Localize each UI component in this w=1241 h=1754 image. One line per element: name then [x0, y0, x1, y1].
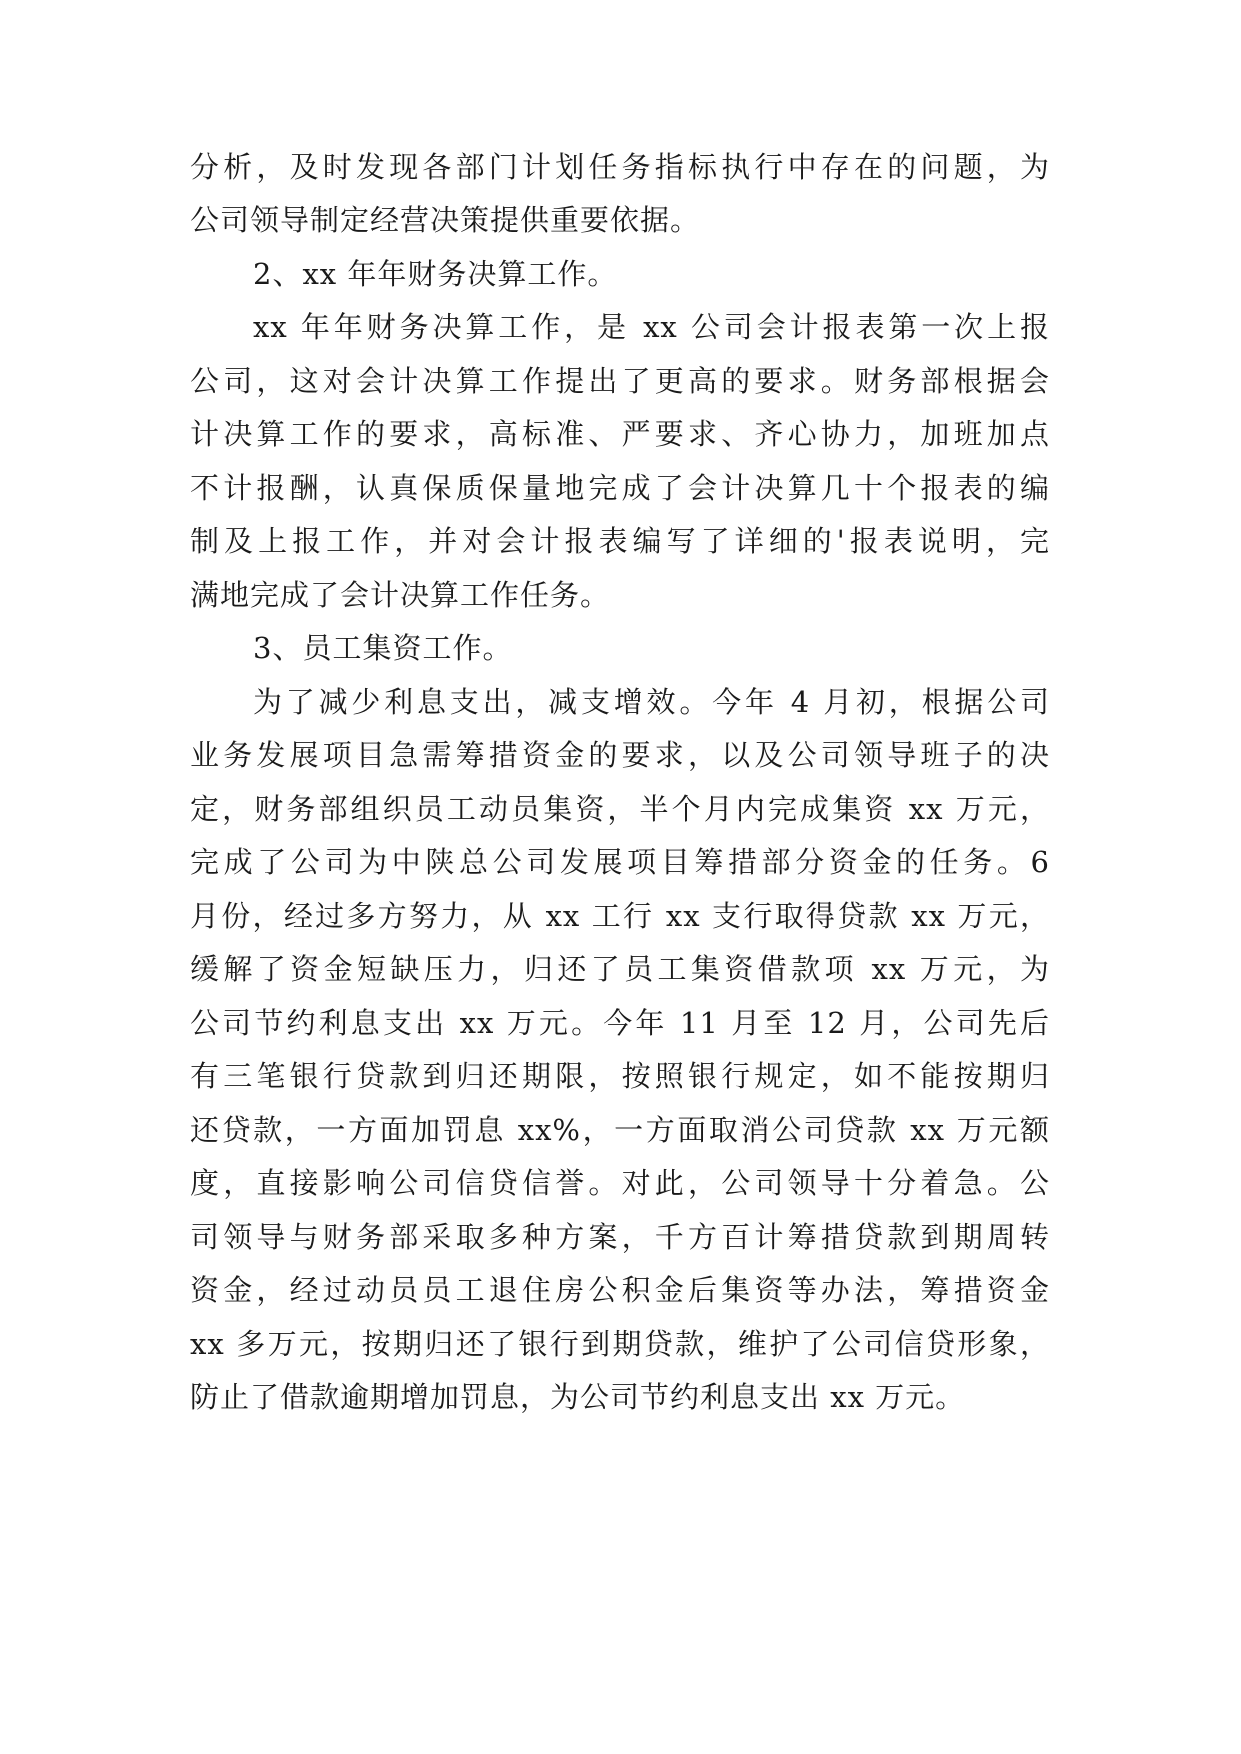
body-line: 完成了公司为中陕总公司发展项目筹措部分资金的任务。6 — [190, 845, 1050, 879]
body-line: 有三笔银行贷款到归还期限，按照银行规定，如不能按期归 — [190, 1059, 1050, 1093]
section-heading-2: 2、xx 年年财务决算工作。 — [253, 257, 618, 291]
body-line: 制及上报工作，并对会计报表编写了详细的'报表说明，完 — [190, 524, 1050, 558]
body-line: 计决算工作的要求，高标准、严要求、齐心协力，加班加点 — [190, 417, 1050, 451]
body-line: 公司领导制定经营决策提供重要依据。 — [190, 203, 701, 237]
body-line: 还贷款，一方面加罚息 xx%，一方面取消公司贷款 xx 万元额 — [190, 1113, 1050, 1147]
body-line: 度，直接影响公司信贷信誉。对此，公司领导十分着急。公 — [190, 1166, 1050, 1200]
body-line: 司领导与财务部采取多种方案，千方百计筹措贷款到期周转 — [190, 1220, 1050, 1254]
body-line: 分析，及时发现各部门计划任务指标执行中存在的问题，为 — [190, 150, 1050, 184]
body-line: 防止了借款逾期增加罚息，为公司节约利息支出 xx 万元。 — [190, 1380, 966, 1414]
section-heading-3: 3、员工集资工作。 — [253, 631, 513, 665]
body-line: 月份，经过多方努力，从 xx 工行 xx 支行取得贷款 xx 万元， — [190, 899, 1050, 933]
body-line: 缓解了资金短缺压力，归还了员工集资借款项 xx 万元，为 — [190, 952, 1050, 986]
body-line: 资金，经过动员员工退住房公积金后集资等办法，筹措资金 — [190, 1273, 1050, 1307]
body-line: 业务发展项目急需筹措资金的要求，以及公司领导班子的决 — [190, 738, 1050, 772]
body-line: xx 多万元，按期归还了银行到期贷款，维护了公司信贷形象， — [190, 1327, 1050, 1361]
body-line: xx 年年财务决算工作，是 xx 公司会计报表第一次上报 — [253, 310, 1050, 344]
body-line: 不计报酬，认真保质保量地完成了会计决算几十个报表的编 — [190, 471, 1050, 505]
body-line: 公司节约利息支出 xx 万元。今年 11 月至 12 月，公司先后 — [190, 1006, 1050, 1040]
body-line: 满地完成了会计决算工作任务。 — [190, 578, 611, 612]
body-line: 为了减少利息支出，减支增效。今年 4 月初，根据公司 — [253, 685, 1050, 719]
body-line: 公司，这对会计决算工作提出了更高的要求。财务部根据会 — [190, 364, 1050, 398]
body-line: 定，财务部组织员工动员集资，半个月内完成集资 xx 万元， — [190, 792, 1050, 826]
